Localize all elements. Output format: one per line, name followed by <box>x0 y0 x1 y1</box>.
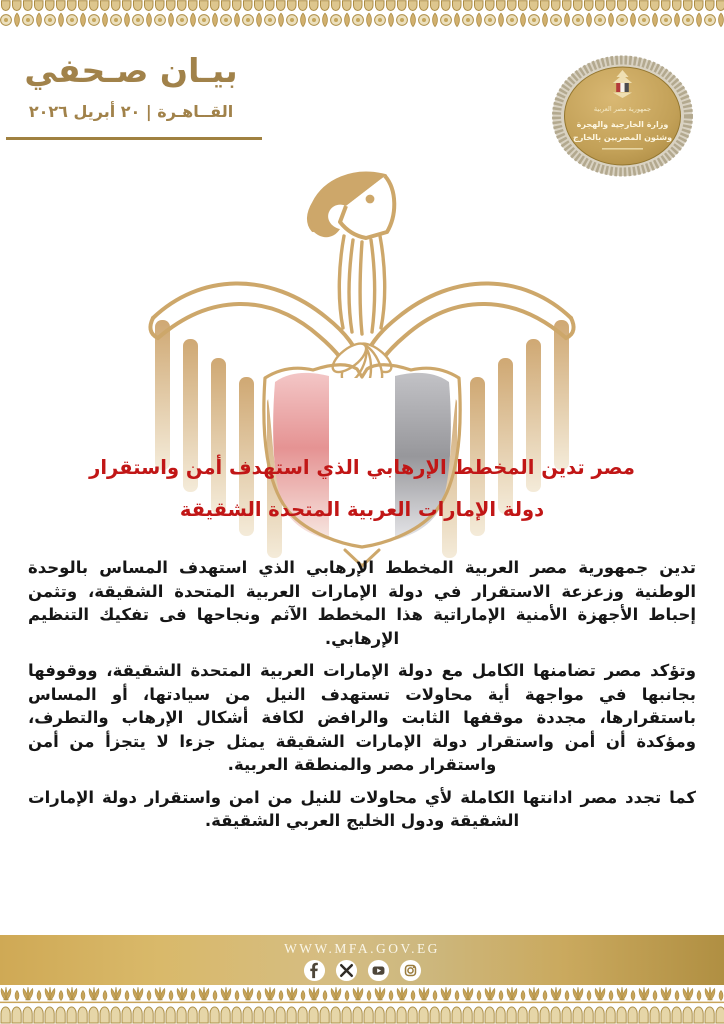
social-links <box>0 959 724 982</box>
statement-paragraph: تدين جمهورية مصر العربية المخطط الإرهابي الذي استهدف المساس بالوحدة الوطنية وزعزعة الاستقرار في دولة الإمارات العربية المتحدة الشقيقة، وتثمن إحباط الأجهزة الأمنية الإماراتية هذا المخطط الآثم ونجاحها فى تفكيك التنظيم الإرهابي. <box>28 558 696 648</box>
statement-header <box>0 50 262 140</box>
statement-title-line2: دولة الإمارات العربية المتحدة الشقيقة <box>179 498 545 521</box>
statement-body <box>28 556 696 842</box>
statement-paragraph: كما تجدد مصر ادانتها الكاملة لأي محاولات للنيل من امن واستقرار دولة الإمارات الشقيقة ودول الخليج العربي الشقيقة. <box>28 787 696 830</box>
statement-title <box>0 447 724 531</box>
statement-type-heading: بيـان صـحفي <box>24 51 238 90</box>
seal-ministry-line1: وزارة الخارجية والهجرة <box>576 120 669 129</box>
x-icon[interactable] <box>335 959 358 982</box>
dateline: القــاهـرة | ٢٠ أبريل ٢٠٢٦ <box>28 101 234 121</box>
ministry-seal <box>550 54 695 178</box>
website-url[interactable]: WWW.MFA.GOV.EG <box>284 941 440 956</box>
instagram-icon[interactable] <box>399 959 422 982</box>
seal-country-text: جمهورية مصر العربية <box>593 105 652 113</box>
youtube-icon[interactable] <box>367 959 390 982</box>
ministry-seal-icon <box>550 54 695 178</box>
header-divider <box>6 137 262 140</box>
statement-title-line1: مصر تدين المخطط الإرهابي الذي استهدف أمن واستقرار <box>89 456 635 479</box>
bottom-decorative-border <box>0 985 724 1024</box>
statement-paragraph: وتؤكد مصر تضامنها الكامل مع دولة الإمارات العربية المتحدة الشقيقة، ووقوفها بجانبها في مواجهة أية محاولات تستهدف النيل من سيادتها، أو المساس باستقرارها، مجددة موقفها الثابت والرافض لكافة أشكال الإرهاب والتطرف، ومؤكدة أن أمن واستقرار دولة الإمارات الشقيقة يمثل جزءا لا يتجزأ من أمن واستقرار مصر والمنطقة العربية. <box>28 661 696 774</box>
facebook-icon[interactable] <box>303 959 326 982</box>
footer-bar <box>0 935 724 985</box>
seal-ministry-line2: وشئون المصريين بالخارج <box>572 133 673 142</box>
top-decorative-border <box>0 0 724 30</box>
